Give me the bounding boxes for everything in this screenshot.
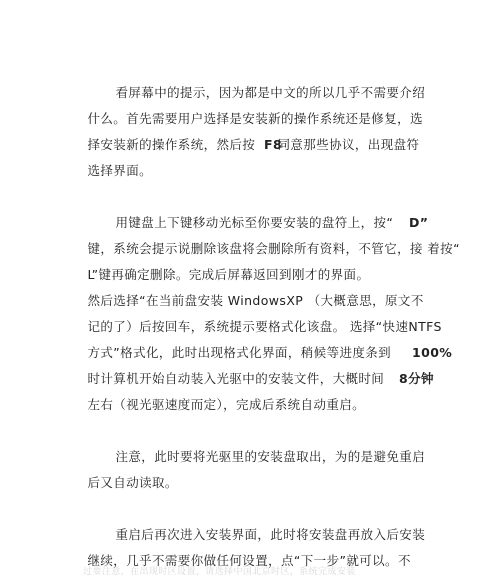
text-run: 然后选择“在当前盘安装 WindowsXP （大概意思，原文不	[87, 293, 424, 308]
duration-value: 8分钟	[399, 371, 434, 386]
text-run: 键，系统会提示说删除该盘将会删除所有资料，不管它，接 着按“	[87, 241, 460, 256]
text-run: 用键盘上下键移动光标至你要安装的盘符上，按“	[115, 215, 394, 230]
key-f8: F8	[264, 137, 283, 152]
text-run: 过要注意，在出现时区设置，请选择中国北京时区，系统完成安装	[83, 567, 356, 577]
text-run: 注意，此时要将光驱里的安装盘取出，为的是避免重启	[115, 449, 426, 464]
progress-value: 100%	[412, 345, 453, 360]
text-run: 看屏幕中的提示，因为都是中文的所以几乎不需要介绍	[115, 85, 426, 100]
text-run: 继续，几乎不需要你做任何设置，点“下一步”就可以。不	[87, 553, 411, 568]
text-run: 左右（视光驱速度而定），完成后系统自动重启。	[87, 397, 366, 412]
text-run: 选择界面。	[87, 163, 153, 178]
text-run: 后又自动读取。	[87, 475, 178, 490]
p2-line-7-value	[380, 355, 434, 403]
text-run: 方式”格式化，此时出现格式化界面，稍候等进度条到	[87, 345, 392, 360]
p1-line-4	[70, 147, 152, 195]
p3-line-2	[70, 459, 178, 507]
text-run: 时计算机开始自动装入光驱中的安装文件，大概时间	[87, 371, 385, 386]
text-run: 择安装新的操作系统，然后按	[87, 137, 256, 152]
p4-line-3-cutoff	[70, 557, 356, 587]
text-run: 记的了）后按回车，系统提示要格式化该盘。 选择“快速NTFS	[87, 319, 442, 334]
text-run: L”键再确定删除。完成后屏幕返回到刚才的界面。	[87, 267, 370, 282]
key-d: D”	[409, 215, 429, 230]
text-run: 同意那些协议，出现盘符	[277, 137, 420, 152]
p1-line-3-rest	[260, 121, 419, 169]
text-run: 什么。首先需要用户选择是安装新的操作系统还是修复，选	[87, 111, 423, 126]
p2-line-8	[70, 381, 365, 429]
text-run: 重启后再次进入安装界面，此时将安装盘再放入后安装	[115, 527, 426, 542]
